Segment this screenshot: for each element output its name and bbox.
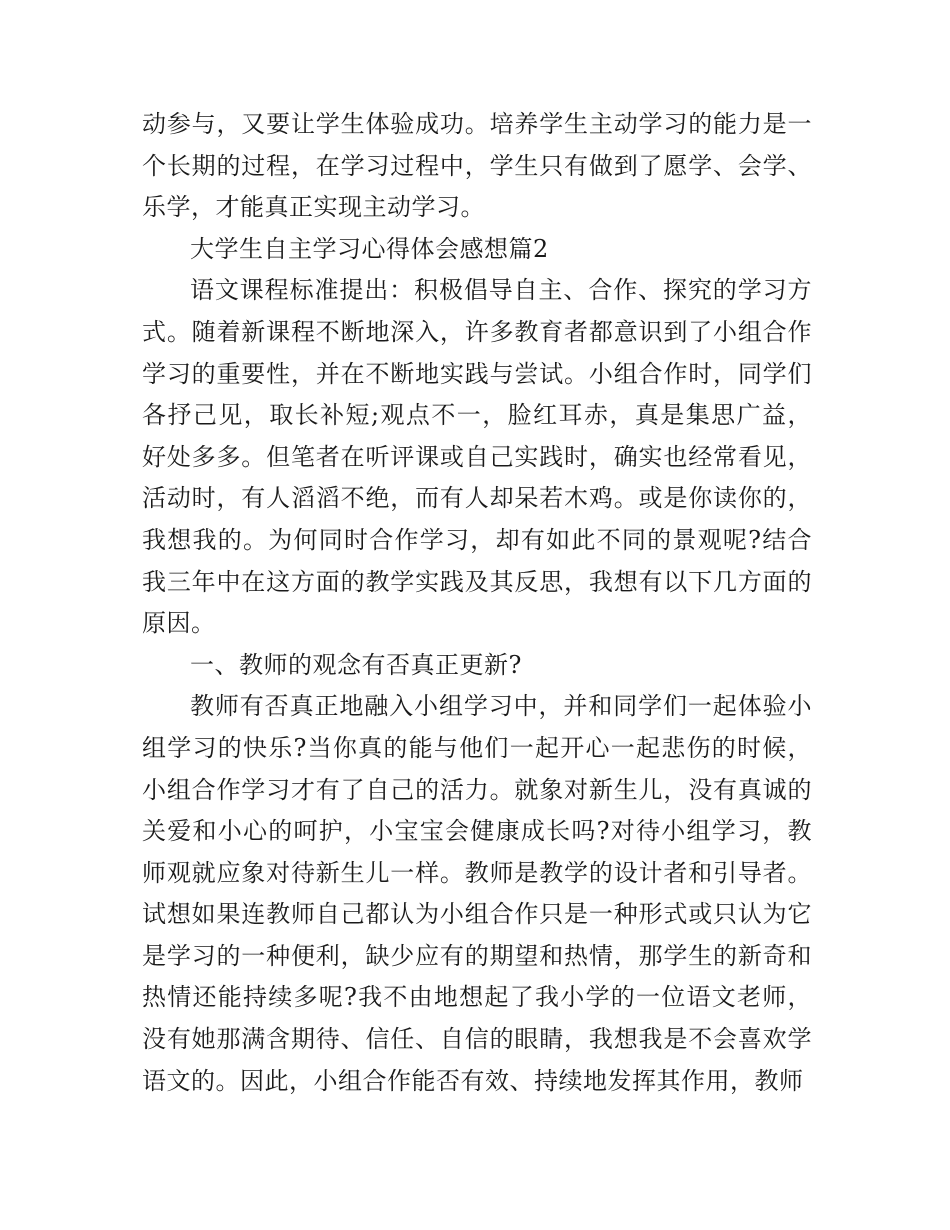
paragraph-continuation: 动参与，又要让学生体验成功。培养学生主动学习的能力是一个长期的过程，在学习过程中，学生只有做到了愿学、会学、乐学，才能真正实现主动学习。 xyxy=(142,110,812,222)
section-heading: 一、教师的观念有否真正更新? xyxy=(190,650,522,679)
paragraph: 语文课程标准提出：积极倡导自主、合作、探究的学习方式。随着新课程不断地深入，许多教育者都意识到了小组合作学习的重要性，并在不断地实践与尝试。小组合作时，同学们各抒己见，取长补短;观点不一，脸红耳赤，真是集思广益，好处多多。但笔者在听评课或自己实践时，确实也经常看见，活动时，有人滔滔不绝，而有人却呆若木鸡。或是你读你的，我想我的。为何同时合作学习，却有如此不同的景观呢?结合我三年中在这方面的教学实践及其反思，我想有以下几方面的原因。 xyxy=(142,276,812,638)
section-title: 大学生自主学习心得体会感想篇2 xyxy=(190,234,549,263)
document-body xyxy=(142,104,812,1102)
paragraph: 教师有否真正地融入小组学习中，并和同学们一起体验小组学习的快乐?当你真的能与他们一起开心一起悲伤的时候，小组合作学习才有了自己的活力。就象对新生儿，没有真诚的关爱和小心的呵护，小宝宝会健康成长吗?对待小组学习，教师观就应象对待新生儿一样。教师是教学的设计者和引导者。试想如果连教师自己都认为小组合作只是一种形式或只认为它是学习的一种便利，缺少应有的期望和热情，那学生的新奇和热情还能持续多呢?我不由地想起了我小学的一位语文老师，没有她那满含期待、信任、自信的眼睛，我想我是不会喜欢学语文的。因此，小组合作能否有效、持续地发挥其作用，教师 xyxy=(142,692,812,1095)
